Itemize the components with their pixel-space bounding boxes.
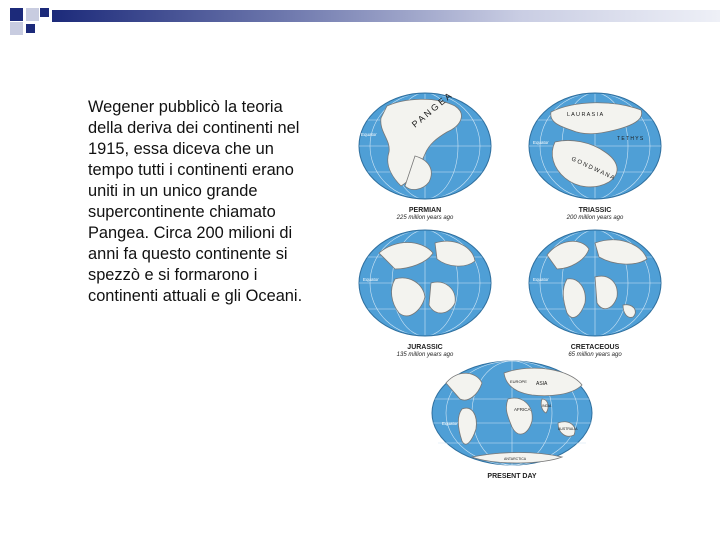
caption-cretaceous-era: CRETACEOUS [570,344,620,351]
header-gradient-bar [52,10,720,22]
globe-present-day [432,361,592,465]
svg-text:Equator: Equator [442,421,458,426]
svg-text:EUROPE: EUROPE [510,379,527,384]
caption-jurassic-age: 135 million years ago [396,352,454,358]
svg-text:P A N G E A: P A N G E A [409,90,454,130]
globe-jurassic [355,230,495,336]
svg-text:Equator: Equator [363,277,379,282]
svg-text:T E T H Y S: T E T H Y S [617,136,644,142]
slide-body-text: Wegener pubblicò la teoria della deriva dei continenti nel 1915, essa diceva che un tempo tutti i continenti erano uniti in un unico grande supercontinente chiamato Pangea. Circa 200 milioni di anni fa questo continente si spezzò e si formarono i continenti attuali e gli Oceani. [88,98,303,305]
continental-drift-maps [350,88,670,483]
caption-present-day-era: PRESENT DAY [487,473,537,480]
maps-figure [350,88,670,483]
svg-text:ASIA: ASIA [536,381,548,387]
decor-square-4 [10,22,23,35]
caption-permian-age: 225 million years ago [396,215,454,221]
decor-square-3 [40,8,49,17]
decor-square-2 [26,8,39,21]
globe-cretaceous [525,230,665,336]
svg-text:L A U R A S I A: L A U R A S I A [567,112,604,118]
svg-text:AFRICA: AFRICA [514,407,531,412]
caption-triassic-age: 200 million years ago [566,215,624,221]
svg-text:INDIA: INDIA [542,404,552,408]
svg-text:ANTARCTICA: ANTARCTICA [504,457,527,461]
svg-text:Equator: Equator [533,277,549,282]
globe-triassic [525,93,665,199]
decor-square-1 [10,8,23,21]
svg-text:Equator: Equator [361,132,377,137]
svg-text:Equator: Equator [533,140,549,145]
caption-permian-era: PERMIAN [408,207,442,214]
caption-jurassic-era: JURASSIC [407,344,443,351]
caption-cretaceous-age: 65 million years ago [568,352,622,358]
svg-text:G O N D W A N A: G O N D W A N A [570,156,616,182]
svg-text:AUSTRALIA: AUSTRALIA [558,427,578,431]
caption-triassic-era: TRIASSIC [578,207,612,214]
decor-square-5 [26,24,35,33]
globe-permian [355,91,495,199]
